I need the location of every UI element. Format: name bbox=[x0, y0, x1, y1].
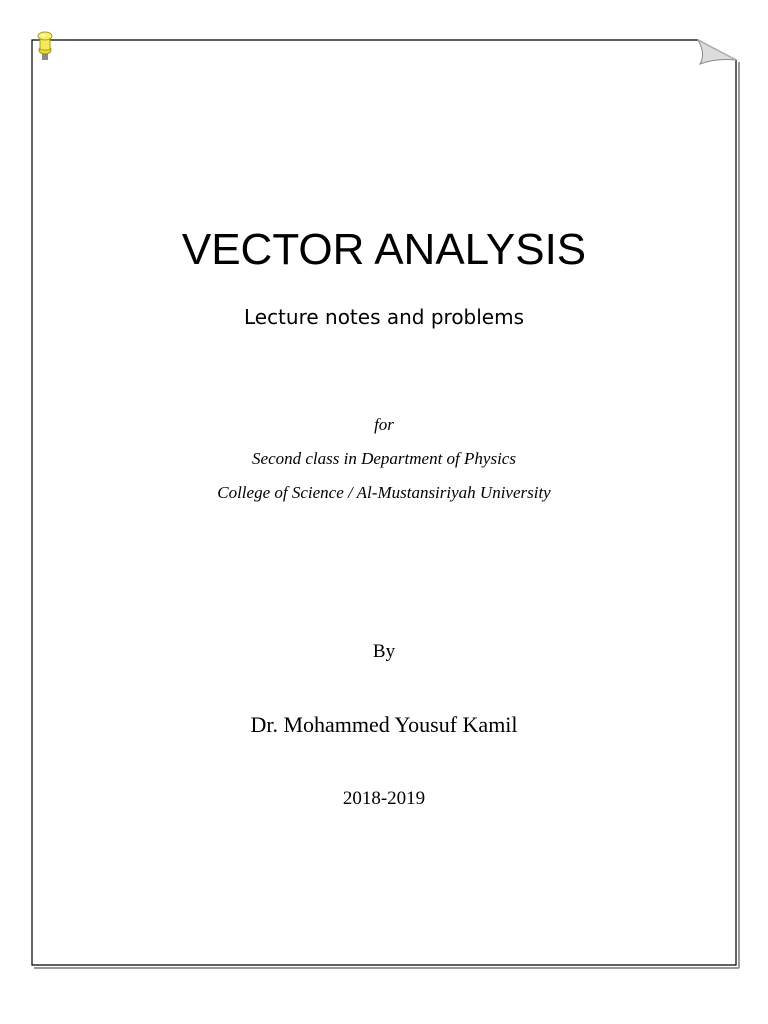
document-title: VECTOR ANALYSIS bbox=[181, 225, 587, 274]
by-label: By bbox=[372, 641, 396, 662]
audience-block bbox=[0, 410, 768, 512]
for-label: for bbox=[374, 415, 394, 434]
document-subtitle: Lecture notes and problems bbox=[243, 305, 525, 329]
class-line: Second class in Department of Physics bbox=[252, 449, 516, 468]
college-line: College of Science / Al-Mustansiriyah University bbox=[217, 483, 551, 502]
author-name: Dr. Mohammed Yousuf Kamil bbox=[250, 712, 518, 737]
academic-year: 2018-2019 bbox=[342, 788, 426, 809]
